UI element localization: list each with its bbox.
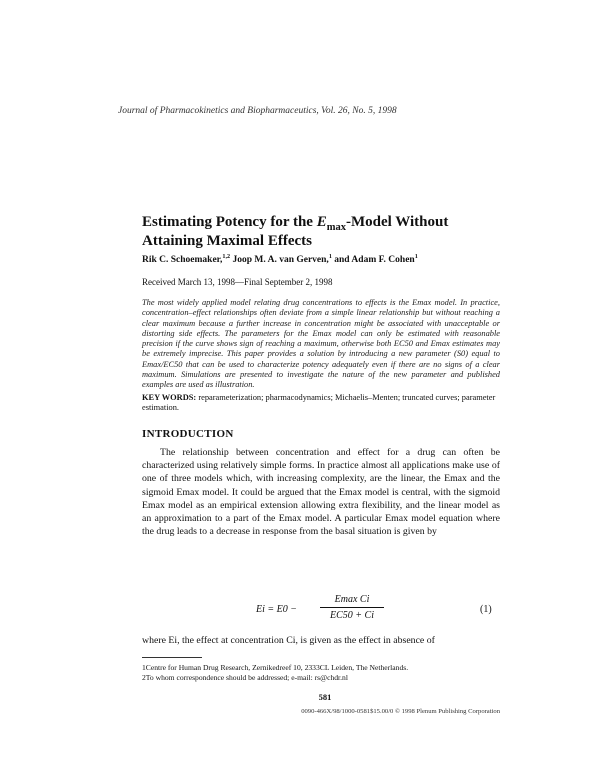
keywords-text: reparameterization; pharmacodynamics; Michaelis–Menten; truncated curves; parameter estimation. (142, 393, 496, 413)
footnotes (142, 663, 500, 682)
author-1: Rik C. Schoemaker, (142, 255, 223, 265)
copyright-line: 0090-466X/98/1000-0581$15.00/0 © 1998 Plenum Publishing Corporation (301, 708, 500, 715)
journal-citation: Journal of Pharmacokinetics and Biopharmaceutics, Vol. 26, No. 5, 1998 (118, 106, 397, 116)
equation-fraction (320, 594, 384, 621)
keywords (142, 393, 500, 414)
article-title (142, 213, 502, 251)
title-sub: max (326, 222, 346, 233)
title-line-2: Attaining Maximal Effects (142, 233, 312, 249)
introduction-paragraph (142, 446, 500, 538)
author-1-affil: 1,2 (222, 253, 231, 260)
page-number: 581 (318, 692, 332, 702)
introduction-continuation: where Ei, the effect at concentration Ci, is given as the effect in absence of (142, 635, 435, 646)
author-list (142, 255, 502, 265)
introduction-paragraph-1: The relationship between concentration and effect for a drug can often be characterized using relatively simple forms. In practice almost all applications make use of one of three models which, with increasing complexity, are the linear, the Emax and the sigmoid Emax model. It could be argued that the Emax model is central, with the sigmoid Emax model as an empirical extension allowing extra flexibility, and the linear model as an approximation to a part of the Emax model. A particular Emax model equation where the drug leads to a decrease in response from the basal situation is given by (142, 447, 500, 538)
received-date: Received March 13, 1998—Final September 2, 1998 (142, 277, 333, 287)
equation-denominator: EC50 + Ci (330, 610, 374, 621)
section-heading-introduction: INTRODUCTION (142, 428, 234, 440)
abstract: The most widely applied model relating drug concentrations to effects is the Emax model. In practice, concentration–effect relationships often deviate from a simple linear relationship but without reaching a clear maximum because a further increase in concentration might be associated with unacceptable or distorting side effects. The parameters for the Emax model can only be estimated with reasonable precision if the curve shows sign of reaching a maximum, otherwise both EC50 and Emax estimates may be extremely imprecise. This paper provides a solution by introducing a new parameter (S0) equal to Emax/EC50 that can be used to characterize potency adequately even if there are no signs of a clear maximum. Simulations are presented to investigate the nature of the new parameter and published examples are used as illustration. (142, 298, 500, 390)
author-2: Joop M. A. van Gerven, (230, 255, 329, 265)
title-part-2: -Model Without (345, 214, 449, 230)
equation-number: (1) (480, 604, 492, 615)
author-3: and Adam F. Cohen (331, 255, 415, 265)
footnote-1: 1Centre for Human Drug Research, Zernikedreef 10, 2333CL Leiden, The Netherlands. (142, 663, 409, 672)
footnote-rule (142, 657, 202, 658)
title-E: E (316, 214, 327, 230)
title-part-1: Estimating Potency for the (142, 214, 317, 230)
equation-1 (240, 592, 500, 628)
equation-numerator: Emax Ci (320, 594, 384, 608)
keywords-label: KEY WORDS: (142, 393, 197, 402)
footnote-2: 2To whom correspondence should be addressed; e-mail: rs@chdr.nl (142, 672, 348, 682)
equation-lhs: Ei = E0 − (256, 604, 297, 615)
author-2-affil: 1 (328, 253, 332, 260)
author-3-affil: 1 (414, 253, 418, 260)
